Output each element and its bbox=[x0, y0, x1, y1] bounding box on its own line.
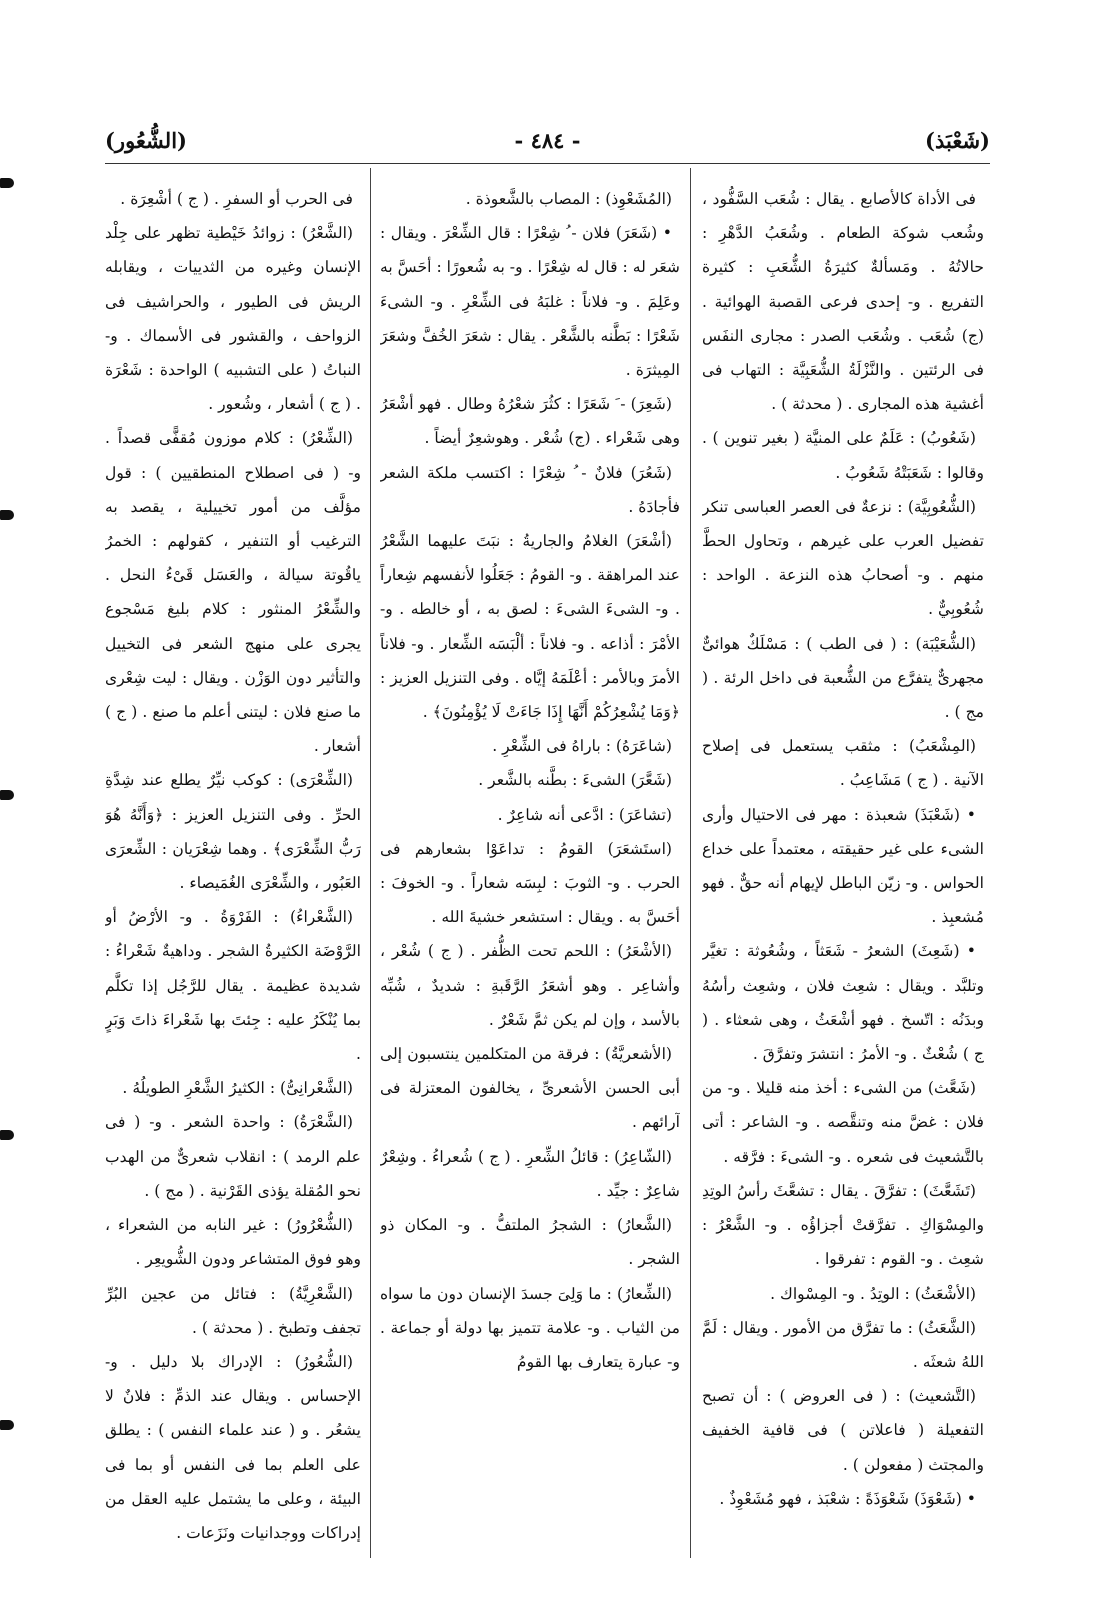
dictionary-entry: (الشُّعَيْبَة) : ( فى الطب ) : مَسْلَكٌ هوائىٌّ مجهرىٌّ يتفرَّع من الشُّعبة فى داخل الرئة . ( مج ) . bbox=[702, 634, 984, 722]
dictionary-entry: (الشَّعْرِيَّةُ) : فتائل من عجين البُرِّ تجفف وتطبخ . ( محدثة ) . bbox=[105, 1284, 361, 1337]
column-middle bbox=[380, 182, 680, 1562]
dictionary-entry: • (شَعْبَذَ) شعبذة : مهر فى الاحتيال وأرى الشىء على غير حقيقته ، معتمداً على خداع الحواس . و- زيّن الباطل لإيهام أنه حقٌّ . فهو مُشعبِذ . bbox=[702, 805, 984, 927]
dictionary-entry: (الشّاعِرُ) : قائلُ الشِّعرِ . ( ج ) شُعراءُ . وشِعْرٌ شاعِرٌ : جيِّد . bbox=[380, 1147, 680, 1200]
page-number: - ٤٨٤ - bbox=[514, 128, 581, 153]
dictionary-entry: (الشُّعُورُ) : الإدراك بلا دليل . و- الإحساس . ويقال عند الذمِّ : فلانٌ لا يشعُر . و ( عند علماء النفس ) : يطلق على العلم بما فى النفس أو بما فى البيئة ، وعلى ما يشتمل عليه العقل من إدراكات ووجدانيات ونَزَعات . bbox=[105, 1352, 361, 1542]
dictionary-entry: (الأشْعَثُ) : الوتِدُ . و- المِسْواك . bbox=[770, 1284, 976, 1303]
dictionary-entry: • (شَعِثَ) الشعرُ - شَعَثاً ، وشُعُوثة : تغيَّر وتلبَّد . ويقال : شعِث فلان ، وشعِث رأسُهُ وبدَنُه : اتّسخ . فهو أشْعَثُ ، وهى شعثاء . ( ج ) شُعْثٌ . و- الأمرُ : انتشرَ وتفرَّقَ . bbox=[702, 942, 984, 1064]
page-header bbox=[105, 128, 990, 168]
dictionary-entry: (المِشْعَبُ) : مثقب يستعمل فى إصلاح الآنية . ( ج ) مَشَاعِبُ . bbox=[702, 737, 984, 790]
dictionary-entry: (التَّشعيث) : ( فى العروض ) : أن تصبح التفعيلة ( فاعلاتن ) فى قافية الخفيف والمجتث ( مفعولن ) . bbox=[702, 1387, 984, 1474]
dictionary-entry: (شاعَرَهُ) : باراهُ فى الشِّعْرِ . bbox=[492, 737, 672, 756]
dictionary-entry: (الشُّعْرُورُ) : غير النابه من الشعراء ، وهو فوق المتشاعر ودون الشُّويعِر . bbox=[105, 1216, 361, 1269]
dictionary-entry: (الأشعريَّةُ) : فرقة من المتكلمين ينتسبون إلى أبى الحسن الأشعرىِّ ، يخالفون المعتزلة فى آرائهم . bbox=[380, 1045, 680, 1132]
dictionary-entry: (الشَّعْرُ) : زوائدُ خَيْطية تظهر على جِلْد الإنسان وغيره من الثدييات ، ويقابله الريش فى الطيور ، والحراشيف فى الزواحف ، والقشور فى الأسماك . و- النباتُ ( على التشبيه ) الواحدة : شَعْرَة . ( ج ) أشعار ، وشُعور . bbox=[105, 224, 361, 414]
dictionary-entry: (الشِّعْرُ) : كلام موزون مُقفًّى قصداً . و- ( فى اصطلاح المنطقيين ) : قول مؤلَّف من أمور تخييلية ، يقصد به الترغيب أو التنفير ، كقولهم : الخمرُ ياقُوتة سيالة ، والعَسَل قَىْءُ النحل . والشِّعْرُ المنثور : كلام بليغ مَسْجوع يجرى على منهج الشعر فى التخييل والتأثير دون الوَزْن . ويقال : ليت شِعْرى ما صنع فلان : ليتنى أعلم ما صنع . ( ج ) أشعار . bbox=[105, 429, 361, 756]
column-divider-left bbox=[370, 168, 371, 1558]
dictionary-entry: (استَشعَرَ) القومُ : تداعَوْا بشعارهم فى الحرب . و- الثوبَ : لبِسَه شعاراً . و- الخوفَ : أحَسَّ به . ويقال : استشعر خشيةَ الله . bbox=[380, 839, 680, 927]
margin-mark bbox=[0, 790, 14, 800]
dictionary-entry: فى الأداة كالأصابع . يقال : شُعَب السَّفُّود ، وشُعب شوكة الطعام . وشُعَبُ الدَّهْرِ : حالاتُهُ . ومَسألةٌ كثيرَةُ الشُّعَبِ : كثيرة التفريع . و- إحدى فرعى القصبة الهوائية . (ج) شُعَب . وشُعَب الصدر : مجارى النفَس فى الرئتين . والنَّزْلَةُ الشُّعَبِيَّة : التهاب فى أغشية هذه المجارى . ( محدثة ) . bbox=[702, 190, 984, 414]
header-rule bbox=[105, 163, 990, 164]
dictionary-entry: (تَشَعَّثَ) : تفرَّقَ . يقال : تشعَّثَ رأسُ الوتِدِ والمِسْوَاكِ . تفرَّقتْ أجزاؤُه . و- الشَّعْرُ : شعِث . و- القوم : تفرقوا . bbox=[702, 1181, 984, 1269]
dictionary-entry: (الشَّعْراءُ) : الفَرْوَةُ . و- الأرْضُ أو الرَّوْضَة الكثيرةُ الشجر . وداهيةٌ شَعْراءُ : شديدة عظيمة . يقال للرَّجُل إذا تكلَّم بما يُنْكَرُ عليه : جِئتَ بها شَعْراءَ ذاتَ وَبَرٍ . bbox=[105, 908, 361, 1064]
dictionary-entry: (المُشَعْوِذ) : المصاب بالشَّعوذة . bbox=[465, 190, 672, 208]
margin-mark bbox=[0, 178, 14, 188]
dictionary-entry: (شَعَّث) من الشىء : أخذ منه قليلا . و- من فلان : غضَّ منه وتنقَّصه . و- الشاعر : أتى بالتَّشعيث فى شعره . و- الشىءَ : فرَّقه . bbox=[702, 1079, 984, 1166]
margin-mark bbox=[0, 1420, 14, 1430]
dictionary-entry: (شَعَّرَ) الشىءَ : بطَّنه بالشَّعر . bbox=[478, 771, 672, 790]
dictionary-entry: • (شَعْوَذَ) شَعْوَذَةً : شعْبَذ ، فهو مُشَعْوِذٌ . bbox=[719, 1489, 976, 1508]
dictionary-entry: فى الحرب أو السفرِ . ( ج ) أشْعِرَة . bbox=[120, 190, 353, 208]
dictionary-entry: (شَعِرَ) - َ شَعَرًا : كثُرَ شعْرُهُ وطال . فهو أشْعَرُ وهى شَعْراء . (ج) شُعْر . وهوشعِرٌ أيضاً . bbox=[380, 395, 680, 448]
dictionary-entry: (الأشْعَرُ) : اللحم تحت الظُّفر . ( ج ) شُعْر ، وأشاعِر . وهو أشعَرُ الرَّقَبةِ : شديدٌ ، شُبِّه بالأسد ، وإن لم يكن ثمَّ شَعْرٌ . bbox=[380, 942, 680, 1029]
dictionary-entry: (الشَّعْرَةُ) : واحدة الشعر . و- ( فى علم الرمد ) : انقلاب شعرىٌّ من الهدب نحو المُقلة يؤذى القَرْنية . ( مج ) . bbox=[105, 1113, 361, 1200]
dictionary-entry: (شَعُوبُ) : عَلَمٌ على المنيَّة ( بغير تنوين ) . وقالوا : شَعَبَتْهُ شَعُوبُ . bbox=[702, 429, 984, 482]
margin-mark bbox=[0, 1130, 14, 1140]
dictionary-entry: (الشُّعُوبِيَّة) : نزعةٌ فى العصر العباسى تنكر تفضيل العرب على غيرهم ، وتحاول الحطَّ منهم . و- أصحابُ هذه النزعة . الواحد : شُعُوبِيٌّ . bbox=[702, 497, 984, 619]
dictionary-entry: (الشَّعارُ) : الشجرُ الملتفُّ . و- المكان ذو الشجر . bbox=[380, 1216, 680, 1269]
dictionary-entry: (الشِّعْرَى) : كوكب نيِّرٌ يطلع عند شِدَّةِ الحرِّ . وفى التنزيل العزيز : ﴿وَأَنَّهُ هُوَ رَبُّ الشِّعْرَى﴾ . وهما شِعْرَيان : الشِّعرَى العَبُور ، والشِّعْرَى الغُمَيصاء . bbox=[105, 771, 361, 893]
dictionary-entry: (شَعُرَ) فلانٌ - ُ شِعْرًا : اكتسب ملكة الشعر فأجادَهُ . bbox=[380, 463, 680, 516]
column-right bbox=[702, 182, 984, 1562]
column-divider-right bbox=[690, 168, 691, 1558]
dictionary-entry: • (شَعَرَ) فلان - ُ شِعْرًا : قال الشِّعْرَ . ويقال : شعَر له : قال له شِعْرًا . و- به شُعورًا : أحَسَّ به وعَلِمَ . و- فلاناً : غلبَهُ فى الشِّعْرِ . و- الشىءَ شَعْرًا : بَطَّنه بالشَّعْر . يقال : شعَرَ الخُفَّ وشعَرَ المِيثرَة . bbox=[380, 224, 680, 380]
header-last-keyword: (الشُّعُور) bbox=[105, 128, 187, 153]
margin-mark bbox=[0, 510, 14, 520]
dictionary-entry: (الشَّعَثُ) : ما تفرَّق من الأمور . ويقال : لَمَّ اللهُ شعثَه . bbox=[702, 1318, 984, 1371]
dictionary-entry: (تشاعَرَ) : ادَّعى أنه شاعِرٌ . bbox=[497, 805, 672, 824]
dictionary-entry: (أشْعَرَ) الغلامُ والجاريةُ : نبَتَ عليهما الشَّعْرُ عند المراهقة . و- القومُ : جَعَلُوا لأنفسهم شِعاراً . و- الشىءَ الشىءَ : لصق به ، أو خالطه . و- الأمْرَ : أذاعه . و- فلاناً : ألْبَسَه الشِّعار . و- فلاناً الأمرَ وبالأمر : أعْلَمَهُ إيَّاه . وفى التنزيل العزيز : ﴿وَمَا يُشْعِرُكُمْ أَنَّهَا إِذَا جَاءَتْ لَا يُؤْمِنُونَ﴾ . bbox=[380, 532, 680, 722]
header-first-keyword: (شَعْبَذ) bbox=[925, 128, 990, 153]
column-left bbox=[105, 182, 361, 1562]
dictionary-entry: (الشِّعارُ) : ما وَلِىَ جسدَ الإنسان دون ما سواه من الثياب . و- علامة تتميز بها دولة أو جماعة . و- عبارة يتعارف بها القومُ bbox=[380, 1284, 680, 1371]
dictionary-entry: (الشَّعْرانِىُّ) : الكثيرُ الشَّعْرِ الطويلُهُ . bbox=[122, 1079, 353, 1098]
